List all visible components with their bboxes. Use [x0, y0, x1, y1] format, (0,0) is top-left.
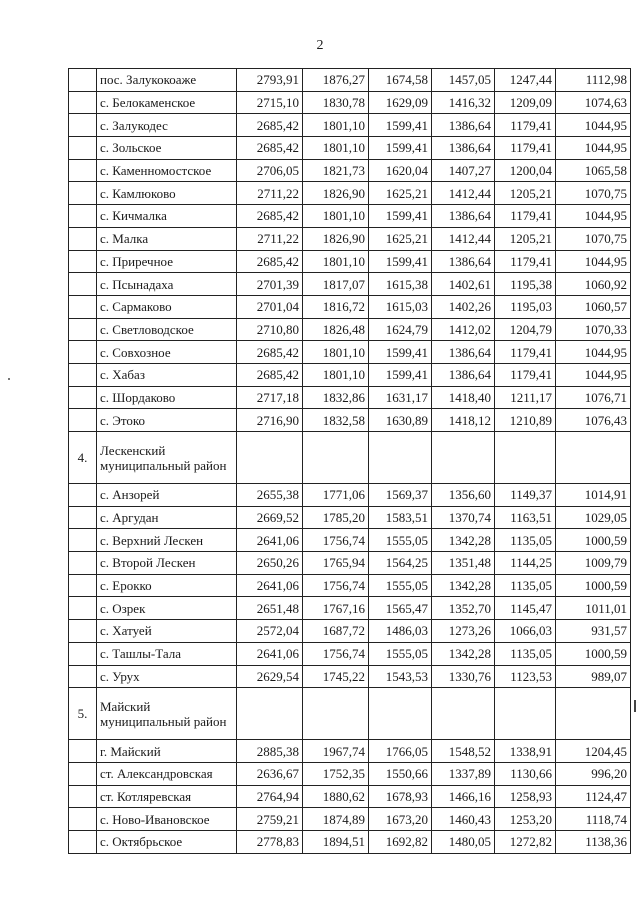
settlement-name: ст. Котляревская [97, 785, 237, 808]
value-cell: 1826,48 [303, 318, 369, 341]
value-cell: 2793,91 [237, 69, 303, 92]
value-cell: 2685,42 [237, 250, 303, 273]
table-row [69, 762, 631, 785]
value-cell: 1209,09 [495, 91, 556, 114]
settlement-name: с. Залукодес [97, 114, 237, 137]
table-row [69, 665, 631, 688]
district-name: Майский муниципальный район [97, 688, 237, 740]
settlement-name: с. Ново-Ивановское [97, 808, 237, 831]
value-cell: 1123,53 [495, 665, 556, 688]
value-cell: 1044,95 [556, 341, 631, 364]
value-cell: 2641,06 [237, 529, 303, 552]
settlement-name: с. Малка [97, 227, 237, 250]
table-row [69, 597, 631, 620]
value-cell: 2717,18 [237, 386, 303, 409]
value-cell: 1402,61 [432, 273, 495, 296]
value-cell [556, 432, 631, 484]
value-cell: 1816,72 [303, 295, 369, 318]
row-number [69, 295, 97, 318]
settlement-name: с. Хатуей [97, 620, 237, 643]
settlement-name: с. Этоко [97, 409, 237, 432]
value-cell: 1625,21 [369, 182, 432, 205]
table-row [69, 69, 631, 92]
value-cell: 1386,64 [432, 363, 495, 386]
value-cell: 1342,28 [432, 642, 495, 665]
settlement-name: пос. Залукокоаже [97, 69, 237, 92]
value-cell: 1752,35 [303, 762, 369, 785]
value-cell: 2701,39 [237, 273, 303, 296]
settlement-name: с. Хабаз [97, 363, 237, 386]
value-cell: 1179,41 [495, 114, 556, 137]
value-cell: 1211,17 [495, 386, 556, 409]
value-cell: 2685,42 [237, 137, 303, 160]
value-cell: 1200,04 [495, 159, 556, 182]
table-row [69, 295, 631, 318]
row-number [69, 159, 97, 182]
value-cell [369, 688, 432, 740]
value-cell: 1876,27 [303, 69, 369, 92]
value-cell: 1418,40 [432, 386, 495, 409]
table-row [69, 386, 631, 409]
district-row [69, 688, 631, 740]
value-cell: 1832,58 [303, 409, 369, 432]
table-row [69, 620, 631, 643]
value-cell: 1204,79 [495, 318, 556, 341]
value-cell: 1204,45 [556, 740, 631, 763]
row-number [69, 91, 97, 114]
value-cell: 1014,91 [556, 484, 631, 507]
value-cell: 1179,41 [495, 137, 556, 160]
value-cell: 1460,43 [432, 808, 495, 831]
settlement-name: с. Приречное [97, 250, 237, 273]
value-cell: 2655,38 [237, 484, 303, 507]
value-cell: 2636,67 [237, 762, 303, 785]
value-cell: 1258,93 [495, 785, 556, 808]
settlement-name: с. Верхний Лескен [97, 529, 237, 552]
value-cell: 1801,10 [303, 250, 369, 273]
settlement-name: с. Анзорей [97, 484, 237, 507]
row-number [69, 785, 97, 808]
settlement-name: с. Октябрьское [97, 830, 237, 853]
value-cell: 1118,74 [556, 808, 631, 831]
value-cell: 1550,66 [369, 762, 432, 785]
value-cell: 1583,51 [369, 506, 432, 529]
row-number [69, 484, 97, 507]
value-cell: 2685,42 [237, 205, 303, 228]
value-cell: 1801,10 [303, 114, 369, 137]
value-cell [303, 688, 369, 740]
table-row [69, 830, 631, 853]
value-cell: 2572,04 [237, 620, 303, 643]
value-cell: 1029,05 [556, 506, 631, 529]
value-cell: 1179,41 [495, 250, 556, 273]
value-cell: 1674,58 [369, 69, 432, 92]
row-number [69, 808, 97, 831]
row-number [69, 830, 97, 853]
value-cell: 1765,94 [303, 552, 369, 575]
value-cell: 1543,53 [369, 665, 432, 688]
row-number [69, 409, 97, 432]
value-cell [432, 432, 495, 484]
value-cell: 1386,64 [432, 205, 495, 228]
table-row [69, 740, 631, 763]
value-cell: 1416,32 [432, 91, 495, 114]
value-cell: 2706,05 [237, 159, 303, 182]
value-cell: 1074,63 [556, 91, 631, 114]
value-cell: 1210,89 [495, 409, 556, 432]
settlement-name: с. Ерокко [97, 574, 237, 597]
value-cell: 1253,20 [495, 808, 556, 831]
value-cell [556, 688, 631, 740]
value-cell: 1412,44 [432, 227, 495, 250]
value-cell: 1044,95 [556, 205, 631, 228]
value-cell: 1407,27 [432, 159, 495, 182]
value-cell: 1386,64 [432, 250, 495, 273]
table-row [69, 182, 631, 205]
value-cell: 1631,17 [369, 386, 432, 409]
value-cell: 1599,41 [369, 250, 432, 273]
value-cell: 1179,41 [495, 205, 556, 228]
value-cell: 1000,59 [556, 529, 631, 552]
value-cell: 1801,10 [303, 341, 369, 364]
table-row [69, 159, 631, 182]
value-cell: 1466,16 [432, 785, 495, 808]
value-cell: 1070,75 [556, 227, 631, 250]
value-cell: 2685,42 [237, 363, 303, 386]
row-number [69, 363, 97, 386]
value-cell: 1044,95 [556, 114, 631, 137]
row-number [69, 250, 97, 273]
table-row [69, 227, 631, 250]
value-cell: 1179,41 [495, 363, 556, 386]
value-cell: 989,07 [556, 665, 631, 688]
row-number [69, 318, 97, 341]
value-cell: 2669,52 [237, 506, 303, 529]
value-cell: 1766,05 [369, 740, 432, 763]
value-cell: 1412,02 [432, 318, 495, 341]
value-cell: 1044,95 [556, 250, 631, 273]
value-cell: 1745,22 [303, 665, 369, 688]
value-cell: 1011,01 [556, 597, 631, 620]
row-number [69, 205, 97, 228]
table-row [69, 91, 631, 114]
value-cell: 1205,21 [495, 182, 556, 205]
value-cell: 1630,89 [369, 409, 432, 432]
value-cell: 1817,07 [303, 273, 369, 296]
value-cell: 2641,06 [237, 642, 303, 665]
table-row [69, 529, 631, 552]
row-number [69, 69, 97, 92]
row-number [69, 740, 97, 763]
row-number [69, 642, 97, 665]
value-cell: 1195,38 [495, 273, 556, 296]
value-cell: 1801,10 [303, 363, 369, 386]
value-cell: 2685,42 [237, 114, 303, 137]
table-row [69, 552, 631, 575]
value-cell: 1826,90 [303, 182, 369, 205]
value-cell: 1767,16 [303, 597, 369, 620]
value-cell: 1338,91 [495, 740, 556, 763]
settlement-name: с. Шордаково [97, 386, 237, 409]
value-cell: 1138,36 [556, 830, 631, 853]
value-cell: 1457,05 [432, 69, 495, 92]
value-cell: 1060,57 [556, 295, 631, 318]
value-cell: 1000,59 [556, 642, 631, 665]
table-row [69, 506, 631, 529]
settlement-name: с. Каменномостское [97, 159, 237, 182]
value-cell: 1821,73 [303, 159, 369, 182]
value-cell: 2651,48 [237, 597, 303, 620]
value-cell: 1418,12 [432, 409, 495, 432]
value-cell: 1599,41 [369, 114, 432, 137]
settlement-name: с. Зольское [97, 137, 237, 160]
settlement-name: с. Совхозное [97, 341, 237, 364]
row-number [69, 182, 97, 205]
value-cell: 1678,93 [369, 785, 432, 808]
value-cell: 1070,75 [556, 182, 631, 205]
value-cell: 1412,44 [432, 182, 495, 205]
value-cell: 1070,33 [556, 318, 631, 341]
value-cell: 1894,51 [303, 830, 369, 853]
value-cell: 1179,41 [495, 341, 556, 364]
value-cell: 2764,94 [237, 785, 303, 808]
value-cell: 1130,66 [495, 762, 556, 785]
value-cell: 2685,42 [237, 341, 303, 364]
value-cell: 1356,60 [432, 484, 495, 507]
page-number: 2 [316, 38, 324, 53]
value-cell: 1756,74 [303, 529, 369, 552]
value-cell: 1548,52 [432, 740, 495, 763]
value-cell: 1352,70 [432, 597, 495, 620]
value-cell: 1629,09 [369, 91, 432, 114]
value-cell: 2778,83 [237, 830, 303, 853]
value-cell: 1569,37 [369, 484, 432, 507]
settlement-name: с. Светловодское [97, 318, 237, 341]
settlement-name: с. Камлюково [97, 182, 237, 205]
table-row [69, 808, 631, 831]
table-row [69, 642, 631, 665]
value-cell: 1801,10 [303, 137, 369, 160]
value-cell: 1599,41 [369, 137, 432, 160]
value-cell: 1112,98 [556, 69, 631, 92]
row-number [69, 273, 97, 296]
value-cell: 1615,03 [369, 295, 432, 318]
row-number [69, 574, 97, 597]
value-cell: 1756,74 [303, 574, 369, 597]
row-number: 4. [69, 432, 97, 484]
value-cell: 1599,41 [369, 363, 432, 386]
district-name: Лескенский муниципальный район [97, 432, 237, 484]
table-row [69, 409, 631, 432]
value-cell [495, 688, 556, 740]
value-cell: 1009,79 [556, 552, 631, 575]
value-cell: 2650,26 [237, 552, 303, 575]
value-cell: 1692,82 [369, 830, 432, 853]
value-cell: 2885,38 [237, 740, 303, 763]
value-cell: 1163,51 [495, 506, 556, 529]
row-number [69, 552, 97, 575]
table-row [69, 574, 631, 597]
value-cell: 1801,10 [303, 205, 369, 228]
row-number [69, 386, 97, 409]
value-cell: 1386,64 [432, 114, 495, 137]
value-cell [495, 432, 556, 484]
settlement-name: с. Аргудан [97, 506, 237, 529]
value-cell: 1205,21 [495, 227, 556, 250]
value-cell: 1044,95 [556, 137, 631, 160]
value-cell: 1195,03 [495, 295, 556, 318]
row-number [69, 597, 97, 620]
settlement-name: с. Урух [97, 665, 237, 688]
value-cell: 996,20 [556, 762, 631, 785]
value-cell: 1480,05 [432, 830, 495, 853]
table-row [69, 363, 631, 386]
value-cell: 1145,47 [495, 597, 556, 620]
value-cell: 1826,90 [303, 227, 369, 250]
settlement-name: с. Второй Лескен [97, 552, 237, 575]
value-cell: 1673,20 [369, 808, 432, 831]
row-number [69, 227, 97, 250]
value-cell: 1135,05 [495, 642, 556, 665]
value-cell: 1342,28 [432, 529, 495, 552]
value-cell: 1620,04 [369, 159, 432, 182]
value-cell: 1076,71 [556, 386, 631, 409]
value-cell: 1124,47 [556, 785, 631, 808]
table-row [69, 273, 631, 296]
settlement-name: с. Псынадаха [97, 273, 237, 296]
value-cell: 2701,04 [237, 295, 303, 318]
settlement-name: с. Озрек [97, 597, 237, 620]
district-row [69, 432, 631, 484]
value-cell: 1599,41 [369, 205, 432, 228]
value-cell: 1555,05 [369, 574, 432, 597]
value-cell: 1135,05 [495, 574, 556, 597]
row-number [69, 341, 97, 364]
table-row [69, 205, 631, 228]
table-row [69, 250, 631, 273]
value-cell: 1066,03 [495, 620, 556, 643]
value-cell: 1076,43 [556, 409, 631, 432]
settlement-name: с. Ташлы-Тала [97, 642, 237, 665]
value-cell: 1615,38 [369, 273, 432, 296]
value-cell: 2715,10 [237, 91, 303, 114]
value-cell: 1144,25 [495, 552, 556, 575]
row-number [69, 762, 97, 785]
value-cell: 1624,79 [369, 318, 432, 341]
value-cell: 1830,78 [303, 91, 369, 114]
settlement-name: с. Кичмалка [97, 205, 237, 228]
row-number [69, 506, 97, 529]
value-cell: 1832,86 [303, 386, 369, 409]
value-cell [432, 688, 495, 740]
settlement-name: с. Белокаменское [97, 91, 237, 114]
row-number [69, 620, 97, 643]
value-cell: 1565,47 [369, 597, 432, 620]
table-body [69, 69, 631, 854]
value-cell: 2641,06 [237, 574, 303, 597]
settlement-name: г. Майский [97, 740, 237, 763]
value-cell: 1555,05 [369, 642, 432, 665]
row-number [69, 114, 97, 137]
settlement-name: ст. Александровская [97, 762, 237, 785]
value-cell: 1967,74 [303, 740, 369, 763]
value-cell: 1065,58 [556, 159, 631, 182]
value-cell: 1247,44 [495, 69, 556, 92]
value-cell: 2759,21 [237, 808, 303, 831]
value-cell: 1402,26 [432, 295, 495, 318]
value-cell: 2711,22 [237, 227, 303, 250]
value-cell: 1386,64 [432, 137, 495, 160]
scan-speck [634, 700, 636, 712]
value-cell: 2711,22 [237, 182, 303, 205]
value-cell: 1874,89 [303, 808, 369, 831]
value-cell: 1555,05 [369, 529, 432, 552]
value-cell: 1370,74 [432, 506, 495, 529]
table-row [69, 318, 631, 341]
row-number [69, 137, 97, 160]
scan-speck [8, 378, 10, 380]
value-cell: 1135,05 [495, 529, 556, 552]
value-cell: 1599,41 [369, 341, 432, 364]
value-cell: 1756,74 [303, 642, 369, 665]
table-row [69, 785, 631, 808]
value-cell: 1564,25 [369, 552, 432, 575]
value-cell: 2629,54 [237, 665, 303, 688]
value-cell: 1351,48 [432, 552, 495, 575]
value-cell: 1337,89 [432, 762, 495, 785]
table-row [69, 114, 631, 137]
row-number [69, 665, 97, 688]
value-cell: 2710,80 [237, 318, 303, 341]
value-cell [369, 432, 432, 484]
value-cell: 1000,59 [556, 574, 631, 597]
value-cell: 1687,72 [303, 620, 369, 643]
table-row [69, 484, 631, 507]
value-cell: 1486,03 [369, 620, 432, 643]
value-cell: 1625,21 [369, 227, 432, 250]
value-cell [303, 432, 369, 484]
value-cell: 931,57 [556, 620, 631, 643]
value-cell: 1880,62 [303, 785, 369, 808]
value-cell: 1272,82 [495, 830, 556, 853]
row-number: 5. [69, 688, 97, 740]
value-cell: 1386,64 [432, 341, 495, 364]
table-row [69, 341, 631, 364]
value-cell: 1273,26 [432, 620, 495, 643]
value-cell: 1785,20 [303, 506, 369, 529]
value-cell: 2716,90 [237, 409, 303, 432]
table-row [69, 137, 631, 160]
value-cell: 1060,92 [556, 273, 631, 296]
value-cell [237, 688, 303, 740]
value-cell: 1044,95 [556, 363, 631, 386]
value-cell: 1149,37 [495, 484, 556, 507]
settlement-name: с. Сармаково [97, 295, 237, 318]
row-number [69, 529, 97, 552]
value-cell: 1771,06 [303, 484, 369, 507]
tariff-table [68, 68, 631, 854]
value-cell: 1330,76 [432, 665, 495, 688]
value-cell [237, 432, 303, 484]
value-cell: 1342,28 [432, 574, 495, 597]
